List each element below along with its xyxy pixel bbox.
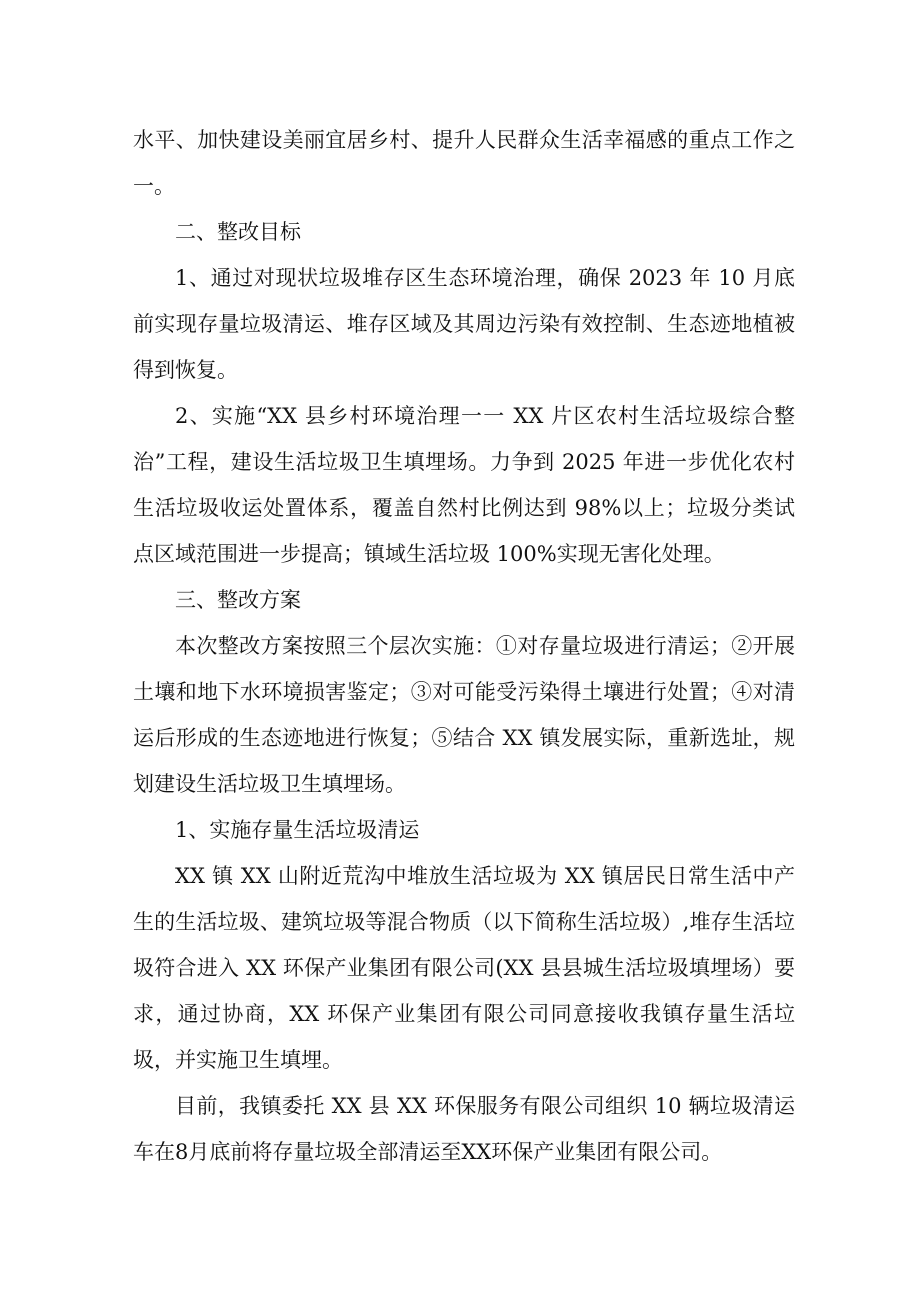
garbage-removal-paragraph: XX 镇 XX 山附近荒沟中堆放生活垃圾为 XX 镇居民日常生活中产生的生活垃圾、建筑垃圾等混合物质（以下简称生活垃圾）,堆存生活垃圾符合进入 XX 环保产业集团有限公司(XX 县县城生活垃圾填埋场）要求，通过协商，XX 环保产业集团有限公司同意接收我镇存量生活垃圾，并实施卫生填埋。 bbox=[133, 864, 795, 1072]
section-heading-rectification-plan: 三、整改方案 bbox=[175, 588, 301, 612]
document-body bbox=[133, 117, 795, 1175]
goal-item-1: 1、通过对现状垃圾堆存区生态环境治理，确保 2023 年 10 月底前实现存量垃圾清运、堆存区域及其周边污染有效控制、生态迹地植被得到恢复。 bbox=[133, 266, 795, 382]
plan-overview-paragraph: 本次整改方案按照三个层次实施：①对存量垃圾进行清运；②开展土壤和地下水环境损害鉴定；③对可能受污染得土壤进行处置；④对清运后形成的生态迹地进行恢复；⑤结合 XX 镇发展实际，重新选址，规划建设生活垃圾卫生填埋场。 bbox=[133, 634, 795, 796]
paragraph-continuation: 水平、加快建设美丽宜居乡村、提升人民群众生活幸福感的重点工作之一。 bbox=[133, 128, 795, 198]
current-status-paragraph: 目前，我镇委托 XX 县 XX 环保服务有限公司组织 10 辆垃圾清运车在8月底前将存量垃圾全部清运至XX环保产业集团有限公司。 bbox=[133, 1094, 795, 1164]
section-heading-rectification-goals: 二、整改目标 bbox=[175, 220, 301, 244]
goal-item-2: 2、实施“XX 县乡村环境治理一一 XX 片区农村生活垃圾综合整治”工程，建设生活垃圾卫生填埋场。力争到 2025 年进一步优化农村生活垃圾收运处置体系，覆盖自然村比例达到 98%以上；垃圾分类试点区域范围进一步提高；镇域生活垃圾 100%实现无害化处理。 bbox=[133, 404, 795, 566]
subsection-heading-garbage-removal: 1、实施存量生活垃圾清运 bbox=[175, 818, 420, 842]
